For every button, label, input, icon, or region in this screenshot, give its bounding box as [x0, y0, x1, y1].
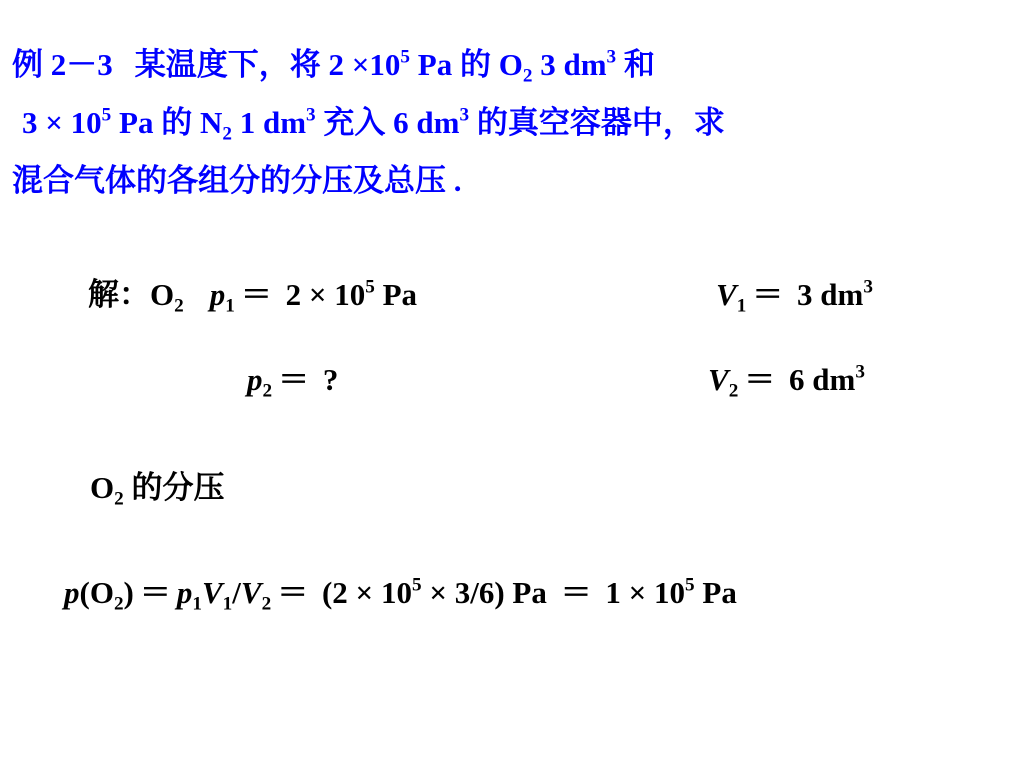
- exponent: 3: [306, 104, 316, 126]
- v1-variable: V: [201, 575, 223, 610]
- p2-value: ?: [315, 362, 339, 397]
- problem-text: 的真空容器中，求: [469, 105, 725, 140]
- problem-text: 1 dm: [231, 105, 307, 140]
- equals-sign: ＝: [278, 362, 310, 397]
- heading-text: 的分压: [123, 470, 225, 505]
- subscript: 2: [262, 380, 273, 402]
- equals-sign: ＝: [744, 362, 776, 397]
- problem-text: 充入 6 dm: [315, 105, 460, 140]
- subscript: 2: [522, 65, 533, 87]
- exponent: 3: [459, 104, 470, 126]
- example-label: 例 2－3: [12, 47, 113, 82]
- exponent: 3: [606, 46, 617, 68]
- subscript: 1: [225, 295, 235, 317]
- problem-text: 和: [616, 47, 655, 82]
- formula-text: (2 × 10: [314, 575, 412, 610]
- problem-text: 3 × 10: [22, 105, 102, 140]
- subscript: 2: [728, 380, 739, 402]
- solution-label: 解：O: [88, 277, 175, 312]
- v2-variable: V: [708, 362, 729, 397]
- partial-pressure-heading: [90, 468, 224, 508]
- v1-variable: V: [716, 277, 737, 312]
- unit: Pa: [374, 277, 418, 312]
- exponent: 3: [863, 276, 873, 298]
- subscript: 1: [736, 295, 747, 317]
- formula-result: 1 × 10: [597, 575, 686, 610]
- p-variable: p: [64, 575, 80, 610]
- p1-variable: p: [176, 575, 193, 610]
- p1-value: 2 × 10: [277, 277, 366, 312]
- equals-sign: ＝: [139, 575, 171, 610]
- problem-text: Pa 的 O: [410, 47, 523, 82]
- equals-sign: ＝: [240, 277, 272, 312]
- problem-text: 某温度下，将 2 ×10: [134, 47, 401, 82]
- problem-text: 混合气体的各组分的分压及总压 .: [12, 163, 462, 198]
- equals-sign: ＝: [277, 575, 309, 610]
- formula-text: (O: [79, 575, 114, 610]
- oxygen-symbol: O: [90, 470, 115, 505]
- equals-sign: ＝: [752, 277, 784, 312]
- subscript: 2: [174, 295, 184, 317]
- exponent: 5: [101, 104, 112, 126]
- subscript: 1: [192, 593, 202, 615]
- solution-o2-row: [88, 275, 417, 315]
- unit: Pa: [694, 575, 737, 610]
- p1-variable: p: [209, 277, 226, 312]
- formula-text: × 3/6) Pa: [421, 575, 555, 610]
- v1-value: 3 dm: [789, 277, 864, 312]
- subscript: 2: [113, 593, 124, 615]
- exponent: 5: [685, 574, 695, 596]
- subscript: 2: [222, 123, 232, 145]
- problem-line-2: [12, 94, 1012, 152]
- exponent: 5: [411, 574, 422, 596]
- problem-line-3: [12, 152, 1012, 210]
- partial-pressure-formula: [64, 573, 737, 613]
- v2-value: 6 dm: [781, 362, 856, 397]
- problem-statement: [12, 36, 1012, 210]
- problem-text: Pa 的 N: [111, 105, 223, 140]
- equals-sign: ＝: [560, 575, 592, 610]
- subscript: 2: [114, 488, 124, 510]
- subscript: 1: [222, 593, 233, 615]
- v2-row: [708, 360, 865, 400]
- v1-row: [716, 275, 873, 315]
- p2-variable: p: [247, 362, 263, 397]
- exponent: 5: [400, 46, 411, 68]
- formula-text: /: [232, 575, 241, 610]
- exponent: 5: [365, 276, 375, 298]
- exponent: 3: [855, 361, 865, 383]
- problem-line-1: [12, 36, 1012, 94]
- problem-text: 3 dm: [532, 47, 607, 82]
- v2-variable: V: [240, 575, 262, 610]
- p2-row: [247, 360, 338, 400]
- formula-text: ): [123, 575, 134, 610]
- subscript: 2: [261, 593, 272, 615]
